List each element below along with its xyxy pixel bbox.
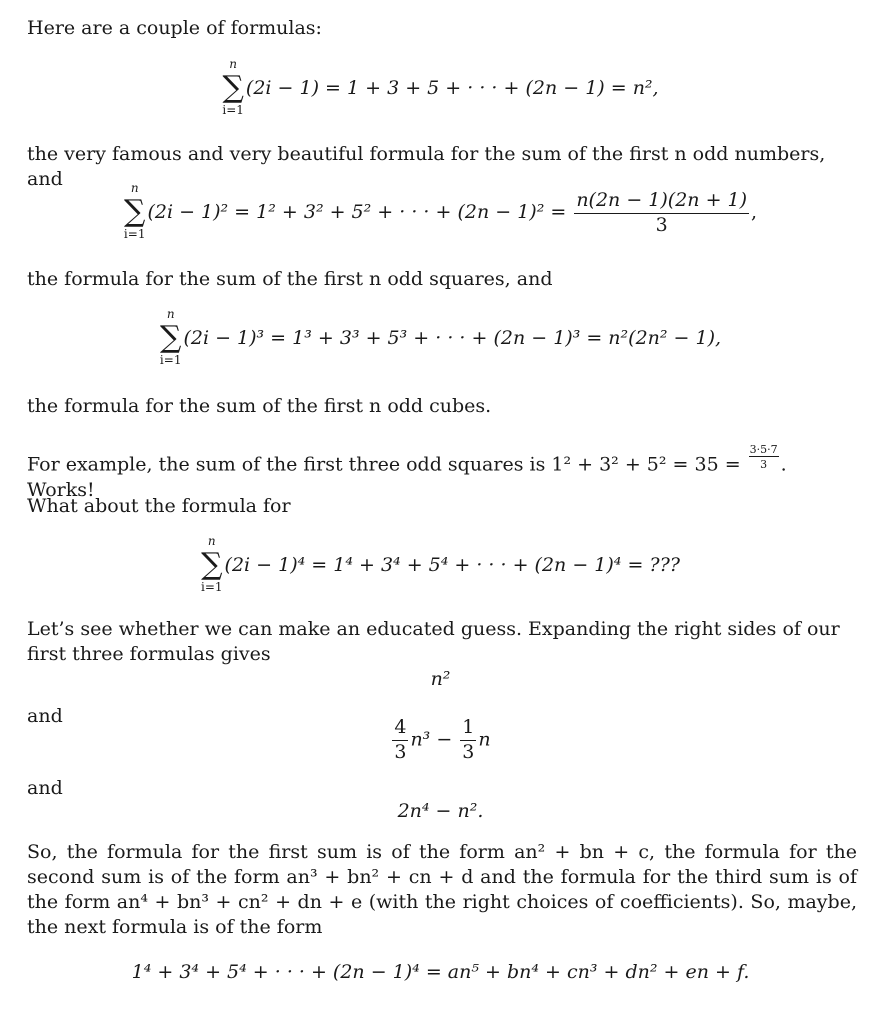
summation-symbol: n ∑ i=1 bbox=[123, 181, 146, 241]
formula-3-body: (2i − 1)³ = 1³ + 3³ + 5³ + · · · + (2n − 1)³ = n²(2n² − 1), bbox=[183, 327, 722, 349]
paragraph-odd-squares: the formula for the sum of the first n odd squares, and bbox=[27, 268, 553, 290]
expansion-third: 2n⁴ − n². bbox=[397, 800, 484, 822]
expansion-fraction-four-thirds: $\frac{4}{3}$ bbox=[394, 716, 407, 763]
formula-1-body: (2i − 1) = 1 + 3 + 5 + · · · + (2n − 1) = n², bbox=[245, 77, 659, 99]
summation-symbol: n ∑ i=1 bbox=[159, 307, 182, 367]
paragraph-odd-numbers: the very famous and very beautiful formula for the sum of the first n odd numbers, and bbox=[27, 143, 826, 190]
formula-2-fraction: $\frac{n(2n - 1)(2n + 1)}{3}$ bbox=[576, 188, 748, 236]
formula-4-body: (2i − 1)⁴ = 1⁴ + 3⁴ + 5⁴ + · · · + (2n − 1)⁴ = ??? bbox=[224, 554, 680, 576]
formula-2-lhs: (2i − 1)² = 1² + 3² + 5² + · · · + (2n − 1)² = bbox=[147, 201, 573, 223]
example-fraction: $\frac{3\cdot 5\cdot 7}{3}$ bbox=[749, 443, 778, 471]
formula-sum-odd-squares: n ∑ i=1 (2i − 1)² = 1² + 3² + 5² + · · · + (2n − 1)² = $\frac{n(2n - 1)(2n + 1)}{3}$ , bbox=[0, 182, 881, 244]
paragraph-form-guess: So, the formula for the first sum is of the form an² + bn + c, the formula for the second sum is of the form an³ + bn² + cn + d and the formula for the third sum is of the form an⁴ + bn³ + cn² + dn + e (with the right choices of coefficients). So, maybe, the next formula is of the form bbox=[27, 841, 857, 938]
paragraph-odd-cubes: the formula for the sum of the first n odd cubes. bbox=[27, 395, 492, 417]
and-label-1: and bbox=[27, 705, 63, 727]
expansion-second: $\frac{4}{3}$ n³ − $\frac{1}{3}$ n bbox=[394, 716, 491, 763]
paragraph-what-about: What about the formula for bbox=[27, 495, 291, 517]
paragraph-educated-guess: Let’s see whether we can make an educated guess. Expanding the right sides of our first three formulas gives bbox=[27, 618, 840, 665]
expansion-fraction-one-third: $\frac{1}{3}$ bbox=[462, 716, 475, 763]
intro-text: Here are a couple of formulas: bbox=[27, 17, 322, 39]
paragraph-example: For example, the sum of the first three odd squares is 1² + 3² + 5² = 35 = $\frac{3\cdot 5\cdot 7}{3}$ . Works! bbox=[27, 443, 787, 501]
formula-final-guess: 1⁴ + 3⁴ + 5⁴ + · · · + (2n − 1)⁴ = an⁵ + bn⁴ + cn³ + dn² + en + f. bbox=[131, 961, 750, 983]
and-label-2: and bbox=[27, 777, 63, 799]
summation-symbol: n ∑ i=1 bbox=[222, 57, 244, 117]
formula-sum-odd-numbers bbox=[0, 58, 881, 120]
formula-sum-odd-fourth-powers bbox=[0, 535, 881, 597]
formula-sum-odd-cubes bbox=[0, 308, 881, 370]
summation-symbol: n ∑ i=1 bbox=[201, 534, 223, 594]
expansion-first: n² bbox=[430, 668, 451, 690]
